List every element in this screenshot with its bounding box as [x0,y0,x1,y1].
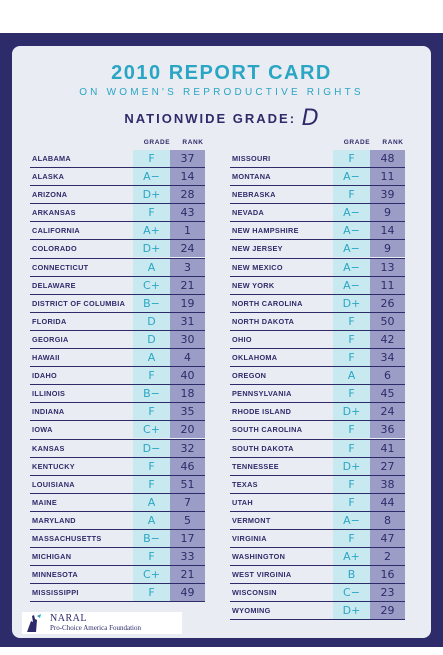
state-row [230,530,405,548]
state-row [230,566,405,584]
state-rank: 24 [370,403,405,420]
state-name: MISSISSIPPI [32,588,79,598]
state-grade: A [133,349,170,366]
state-row [30,331,205,349]
state-rank: 35 [170,403,205,420]
state-row [230,512,405,530]
state-row [30,150,205,168]
state-rank: 44 [370,494,405,511]
state-row [30,403,205,421]
state-name: NEBRASKA [232,190,276,200]
state-name: NEW MEXICO [232,262,283,272]
state-rank: 47 [370,530,405,547]
state-name: NEW YORK [232,280,275,290]
state-rank: 13 [370,259,405,276]
state-row [230,168,405,186]
rank-header: RANK [182,139,204,146]
state-name: SOUTH DAKOTA [232,443,294,453]
state-rank: 4 [170,349,205,366]
logo-tagline: Pro-Choice America Foundation [50,624,141,632]
state-grade: F [333,494,370,511]
state-grade: A− [333,222,370,239]
state-rank: 37 [170,150,205,167]
state-row [30,421,205,439]
state-row [30,530,205,548]
state-name: DISTRICT OF COLUMBIA [32,298,126,308]
state-name: FLORIDA [32,316,67,326]
state-grade: A− [333,168,370,185]
state-name: CALIFORNIA [32,226,80,236]
state-grade: F [133,403,170,420]
state-row [30,458,205,476]
state-rank: 6 [370,367,405,384]
state-rank: 1 [170,222,205,239]
state-name: NORTH DAKOTA [232,316,295,326]
state-grade: B− [133,530,170,547]
state-name: IOWA [32,425,53,435]
state-rank: 14 [370,222,405,239]
state-grade: B− [133,295,170,312]
state-row [230,476,405,494]
state-rank: 28 [170,186,205,203]
state-row [30,494,205,512]
state-rank: 27 [370,458,405,475]
state-rank: 39 [370,186,405,203]
state-name: WYOMING [232,606,271,616]
state-row [30,476,205,494]
state-row [30,259,205,277]
state-grade: F [333,385,370,402]
state-name: VIRGINIA [232,533,267,543]
state-rank: 18 [170,385,205,402]
state-row [230,403,405,421]
state-row [30,367,205,385]
state-grade: A [133,494,170,511]
state-rank: 20 [170,421,205,438]
state-grade: A+ [333,548,370,565]
state-rank: 40 [170,367,205,384]
state-name: NEW HAMPSHIRE [232,226,299,236]
state-grade: F [133,458,170,475]
state-grade: D− [133,440,170,457]
state-name: NEW JERSEY [232,244,283,254]
naral-logo [22,612,182,634]
state-rank: 51 [170,476,205,493]
nationwide-grade-label: NATIONWIDE GRADE: [124,111,297,126]
state-name: INDIANA [32,407,65,417]
state-name: OKLAHOMA [232,353,278,363]
state-grade: D+ [133,186,170,203]
nationwide-grade-value: D [301,106,319,131]
state-rank: 11 [370,277,405,294]
state-grade: A [133,259,170,276]
state-grade: D [133,331,170,348]
state-rank: 26 [370,295,405,312]
grade-header: GRADE [343,139,371,146]
page-title: 2010 REPORT CARD [111,62,332,84]
state-row [30,349,205,367]
state-grade: A− [333,204,370,221]
state-grade: F [333,530,370,547]
state-name: TENNESSEE [232,461,279,471]
state-rank: 34 [370,349,405,366]
state-row [230,313,405,331]
state-grade: A+ [133,222,170,239]
state-row [30,548,205,566]
state-rank: 14 [170,168,205,185]
state-grade: D+ [133,240,170,257]
state-row [30,222,205,240]
left-column-header [22,139,204,149]
state-rank: 2 [370,548,405,565]
state-name: WASHINGTON [232,552,286,562]
state-rank: 36 [370,421,405,438]
state-name: ARKANSAS [32,208,76,218]
left-state-list [30,150,205,602]
state-name: IDAHO [32,371,58,381]
state-grade: D+ [333,458,370,475]
state-row [230,602,405,620]
state-row [230,222,405,240]
state-name: WISCONSIN [232,588,277,598]
state-grade: F [333,331,370,348]
state-row [30,313,205,331]
state-grade: F [133,367,170,384]
state-grade: C+ [133,277,170,294]
state-row [30,566,205,584]
state-name: RHODE ISLAND [232,407,292,417]
state-rank: 49 [170,584,205,601]
state-rank: 21 [170,566,205,583]
state-rank: 32 [170,440,205,457]
state-rank: 45 [370,385,405,402]
state-rank: 41 [370,440,405,457]
state-grade: A− [333,259,370,276]
state-name: MAINE [32,497,58,507]
state-grade: A [333,367,370,384]
right-state-list [230,150,405,620]
statue-of-liberty-icon [24,613,44,633]
state-name: ILLINOIS [32,389,66,399]
state-grade: F [333,150,370,167]
state-row [30,204,205,222]
state-name: MICHIGAN [32,552,72,562]
state-grade: F [333,421,370,438]
state-rank: 11 [370,168,405,185]
state-row [30,168,205,186]
state-row [230,295,405,313]
state-name: CONNECTICUT [32,262,89,272]
state-grade: C+ [133,421,170,438]
state-grade: B− [133,385,170,402]
state-name: HAWAII [32,353,60,363]
state-name: NORTH CAROLINA [232,298,303,308]
state-name: LOUISIANA [32,479,75,489]
state-name: UTAH [232,497,253,507]
state-name: MASSACHUSETTS [32,533,102,543]
state-name: MISSOURI [232,154,271,163]
state-row [230,421,405,439]
state-grade: D+ [333,403,370,420]
state-rank: 50 [370,313,405,330]
state-rank: 8 [370,512,405,529]
state-grade: D+ [333,602,370,619]
state-name: NEVADA [232,208,265,218]
state-grade: F [133,204,170,221]
state-name: ARIZONA [32,190,68,200]
state-row [30,240,205,258]
right-column-header [232,139,407,149]
state-name: MINNESOTA [32,570,78,580]
state-row [30,584,205,602]
grade-header: GRADE [143,139,171,146]
state-name: MONTANA [232,172,271,182]
state-row [230,494,405,512]
state-rank: 29 [370,602,405,619]
state-grade: A− [333,512,370,529]
state-grade: A− [333,277,370,294]
state-rank: 30 [170,331,205,348]
state-rank: 43 [170,204,205,221]
state-name: KENTUCKY [32,461,75,471]
state-name: SOUTH CAROLINA [232,425,303,435]
rank-header: RANK [382,139,404,146]
state-grade: B [333,566,370,583]
state-name: MARYLAND [32,515,76,525]
state-name: KANSAS [32,443,65,453]
state-name: TEXAS [232,479,258,489]
state-rank: 31 [170,313,205,330]
state-grade: D [133,313,170,330]
state-grade: F [333,313,370,330]
state-row [30,295,205,313]
state-row [230,440,405,458]
state-row [230,240,405,258]
state-row [230,584,405,602]
state-grade: A− [133,168,170,185]
state-rank: 46 [170,458,205,475]
state-grade: A− [333,240,370,257]
state-rank: 5 [170,512,205,529]
state-grade: A [133,512,170,529]
state-name: OHIO [232,334,252,344]
state-rank: 48 [370,150,405,167]
state-grade: F [333,349,370,366]
state-grade: F [333,186,370,203]
state-name: VERMONT [232,515,271,525]
state-grade: F [333,476,370,493]
state-row [30,277,205,295]
state-rank: 24 [170,240,205,257]
state-row [230,349,405,367]
state-row [230,277,405,295]
state-rank: 3 [170,259,205,276]
state-rank: 9 [370,204,405,221]
state-rank: 38 [370,476,405,493]
state-grade: F [133,584,170,601]
state-row [230,150,405,168]
state-name: PENNSYLVANIA [232,389,292,399]
state-rank: 23 [370,584,405,601]
state-name: ALASKA [32,172,65,182]
state-grade: D+ [333,295,370,312]
state-row [230,548,405,566]
state-row [230,186,405,204]
logo-name: NARAL [50,613,87,624]
state-grade: C− [333,584,370,601]
state-row [230,259,405,277]
state-name: OREGON [232,371,267,381]
state-rank: 16 [370,566,405,583]
state-row [230,385,405,403]
state-name: WEST VIRGINIA [232,570,292,580]
state-rank: 19 [170,295,205,312]
state-grade: F [333,440,370,457]
nationwide-grade [0,106,443,131]
state-name: COLORADO [32,244,77,254]
state-rank: 17 [170,530,205,547]
state-name: DELAWARE [32,280,76,290]
state-name: GEORGIA [32,334,69,344]
state-rank: 42 [370,331,405,348]
state-rank: 7 [170,494,205,511]
state-grade: F [133,476,170,493]
state-row [30,385,205,403]
state-row [230,367,405,385]
state-rank: 9 [370,240,405,257]
state-grade: C+ [133,566,170,583]
state-row [230,331,405,349]
state-rank: 33 [170,548,205,565]
state-row [30,186,205,204]
state-grade: F [133,548,170,565]
state-grade: F [133,150,170,167]
state-name: ALABAMA [32,154,71,163]
state-row [230,204,405,222]
state-row [30,512,205,530]
state-rank: 21 [170,277,205,294]
state-row [230,458,405,476]
state-row [30,440,205,458]
page-subtitle: ON WOMEN'S REPRODUCTIVE RIGHTS [79,87,364,98]
